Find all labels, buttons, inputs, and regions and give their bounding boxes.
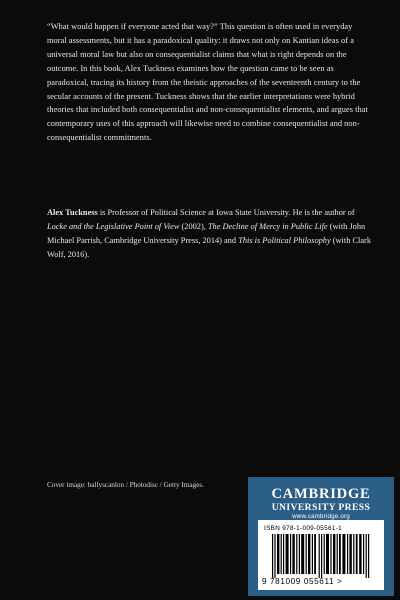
- publisher-url: www.cambridge.org: [292, 513, 350, 520]
- author-bio-text: [47, 206, 373, 262]
- isbn-label: ISBN 978-1-009-05561-1: [264, 525, 343, 532]
- cover-image-credit: Cover image: ballyscanlon / Photodisc / Getty Images.: [47, 481, 204, 489]
- bio-text-3: (with John Michael Parrish, Cambridge University Press, 2014) and: [47, 221, 366, 245]
- barcode-icon: [272, 534, 372, 578]
- blurb-text: “What would happen if everyone acted that way?” This question is often used in everyday moral assessments, but it has a paradoxical quality: it draws not only on Kantian ideas of a universal moral law but also on consequentialist claims that what is right depends on the outcome. In this book, Alex Tuckness examines how the question came to be seen as paradoxical, tracing its history from the theistic approaches of the seventeenth century to the secular accounts of the present. Tuckness shows that the earlier interpretations were hybrid theories that included both consequentialist and non-consequentialist elements, and argues that contemporary uses of this approach will likewise need to combine consequentialist and non-consequentialist commitments.: [47, 22, 368, 143]
- publisher-name: CAMBRIDGE: [271, 486, 371, 502]
- book-title-2: The Decline of Mercy in Public Life: [207, 221, 328, 231]
- bio-text-1: is Professor of Political Science at Iowa State University. He is the author of: [97, 208, 355, 217]
- barcode-digits: 9 781009 055611 >: [262, 577, 343, 586]
- publisher-subtitle: UNIVERSITY PRESS: [271, 502, 371, 513]
- author-bio: [47, 206, 373, 262]
- isbn-barcode-box: [258, 520, 384, 590]
- book-title-1: Locke and the Legislative Point of View: [47, 221, 180, 231]
- bio-text-4: (with Clark Wolf, 2016).: [47, 235, 371, 259]
- author-name: Alex Tuckness: [47, 208, 98, 217]
- book-title-3: This is Political Philosophy: [238, 235, 331, 245]
- blurb-paragraph: [47, 20, 373, 145]
- publisher-logo-block: [248, 477, 394, 596]
- bio-text-2: (2002),: [179, 221, 208, 231]
